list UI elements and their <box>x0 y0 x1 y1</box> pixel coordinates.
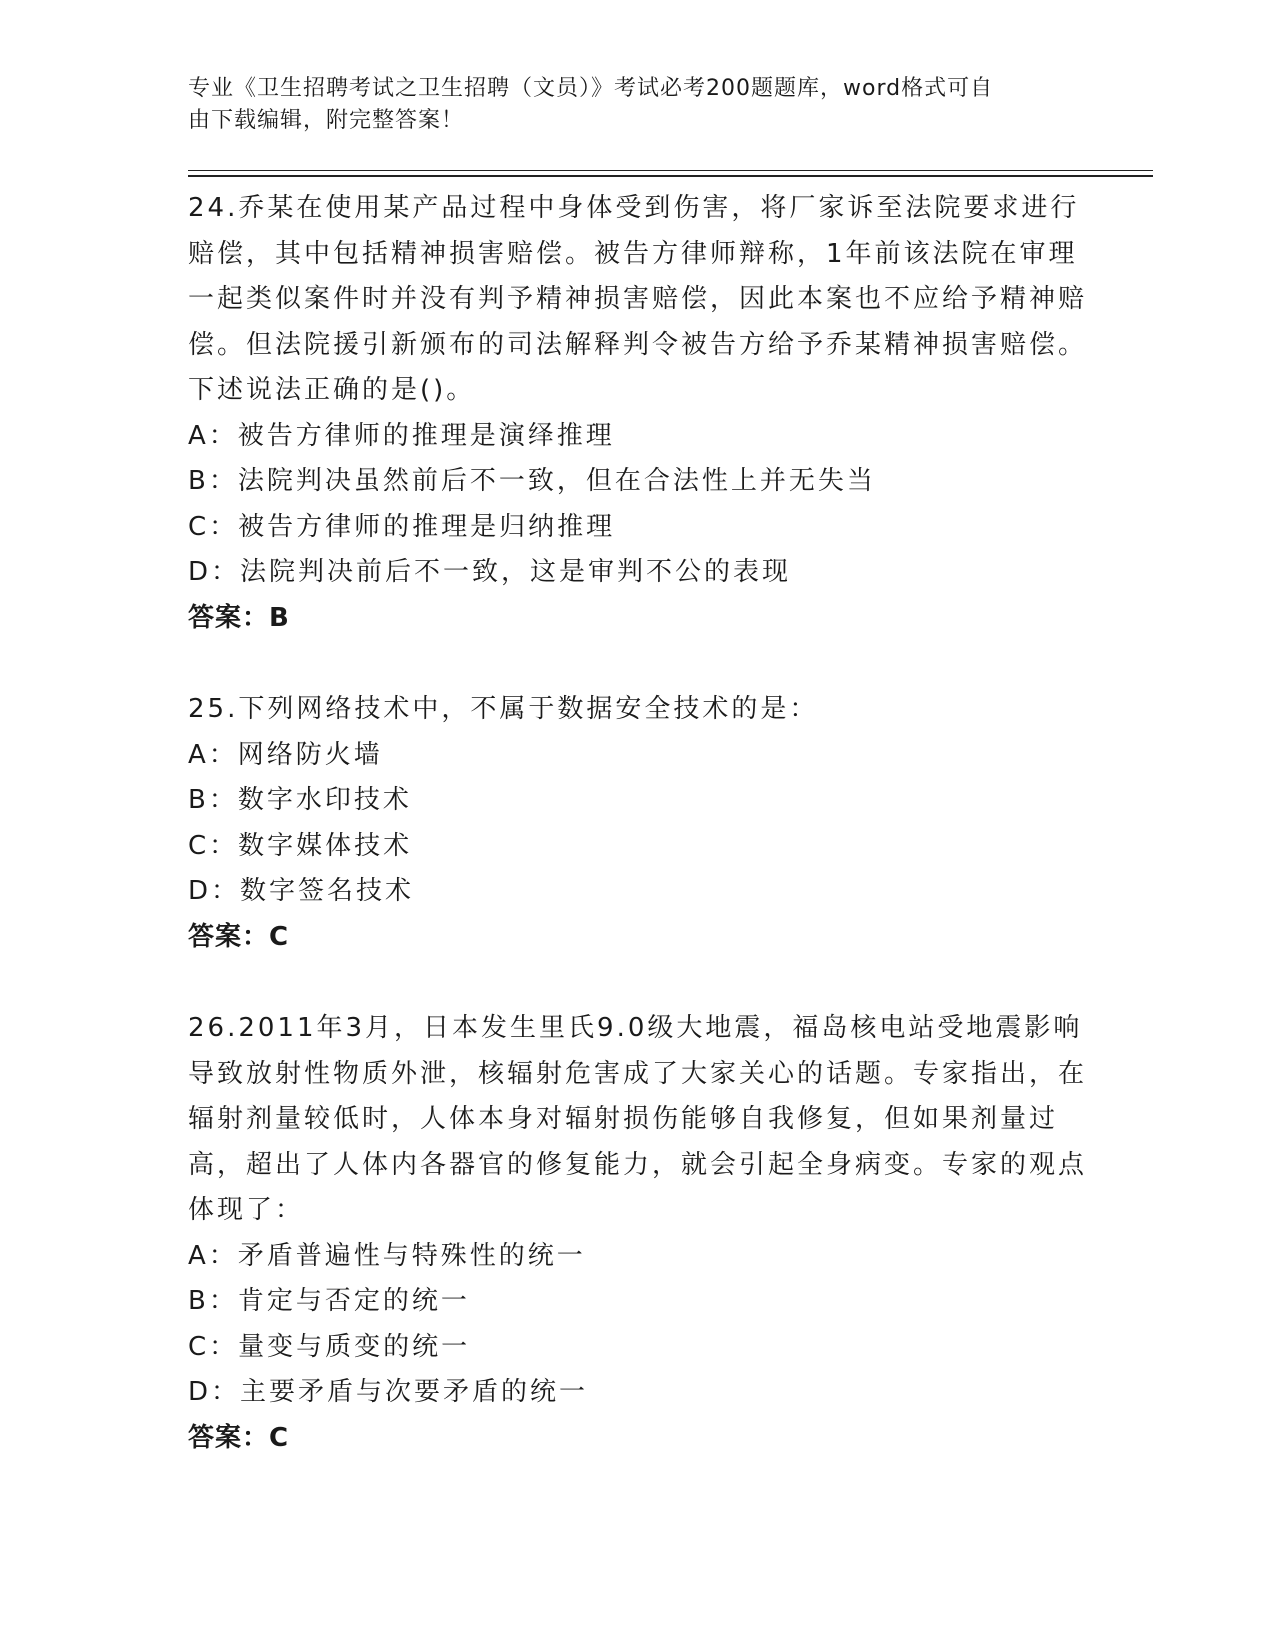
header-divider-thin <box>188 170 1153 171</box>
answer-label: 答案：B <box>188 602 290 633</box>
option-a: A：网络防火墙 <box>188 739 383 770</box>
question-26 <box>188 1006 1088 1461</box>
header-divider-thick <box>188 175 1153 177</box>
header-line-2: 由下载编辑，附完整答案！ <box>188 108 465 133</box>
document-header <box>188 73 1088 137</box>
question-24 <box>188 186 1088 641</box>
question-list <box>188 186 1088 1507</box>
question-stem: 25.下列网络技术中，不属于数据安全技术的是： <box>188 694 819 724</box>
option-a: A：矛盾普遍性与特殊性的统一 <box>188 1240 586 1271</box>
option-d: D：主要矛盾与次要矛盾的统一 <box>188 1377 589 1407</box>
option-c: C：量变与质变的统一 <box>188 1331 471 1362</box>
option-b: B：肯定与否定的统一 <box>188 1286 470 1316</box>
question-stem: 24.乔某在使用某产品过程中身体受到伤害，将厂家诉至法院要求进行赔偿，其中包括精神损害赔偿。被告方律师辩称，1年前该法院在审理一起类似案件时并没有判予精神损害赔偿，因此本案也不应给予精神赔偿。但法院援引新颁布的司法解释判令被告方给予乔某精神损害赔偿。下述说法正确的是()。 <box>188 193 1088 405</box>
option-a: A：被告方律师的推理是演绎推理 <box>188 420 615 451</box>
option-b: B：数字水印技术 <box>188 785 412 815</box>
header-line-1: 专业《卫生招聘考试之卫生招聘（文员）》考试必考200题题库，word格式可自 <box>188 76 994 101</box>
option-d: D：法院判决前后不一致，这是审判不公的表现 <box>188 557 792 587</box>
option-d: D：数字签名技术 <box>188 876 415 906</box>
answer-label: 答案：C <box>188 1422 290 1453</box>
question-25 <box>188 687 1088 960</box>
option-c: C：数字媒体技术 <box>188 830 413 861</box>
option-c: C：被告方律师的推理是归纳推理 <box>188 511 616 542</box>
answer-label: 答案：C <box>188 921 290 952</box>
option-b: B：法院判决虽然前后不一致，但在合法性上并无失当 <box>188 466 876 496</box>
question-stem: 26.2011年3月，日本发生里氏9.0级大地震，福岛核电站受地震影响导致放射性物质外泄，核辐射危害成了大家关心的话题。专家指出，在辐射剂量较低时，人体本身对辐射损伤能够自我修复，但如果剂量过高，超出了人体内各器官的修复能力，就会引起全身病变。专家的观点体现了： <box>188 1013 1088 1225</box>
